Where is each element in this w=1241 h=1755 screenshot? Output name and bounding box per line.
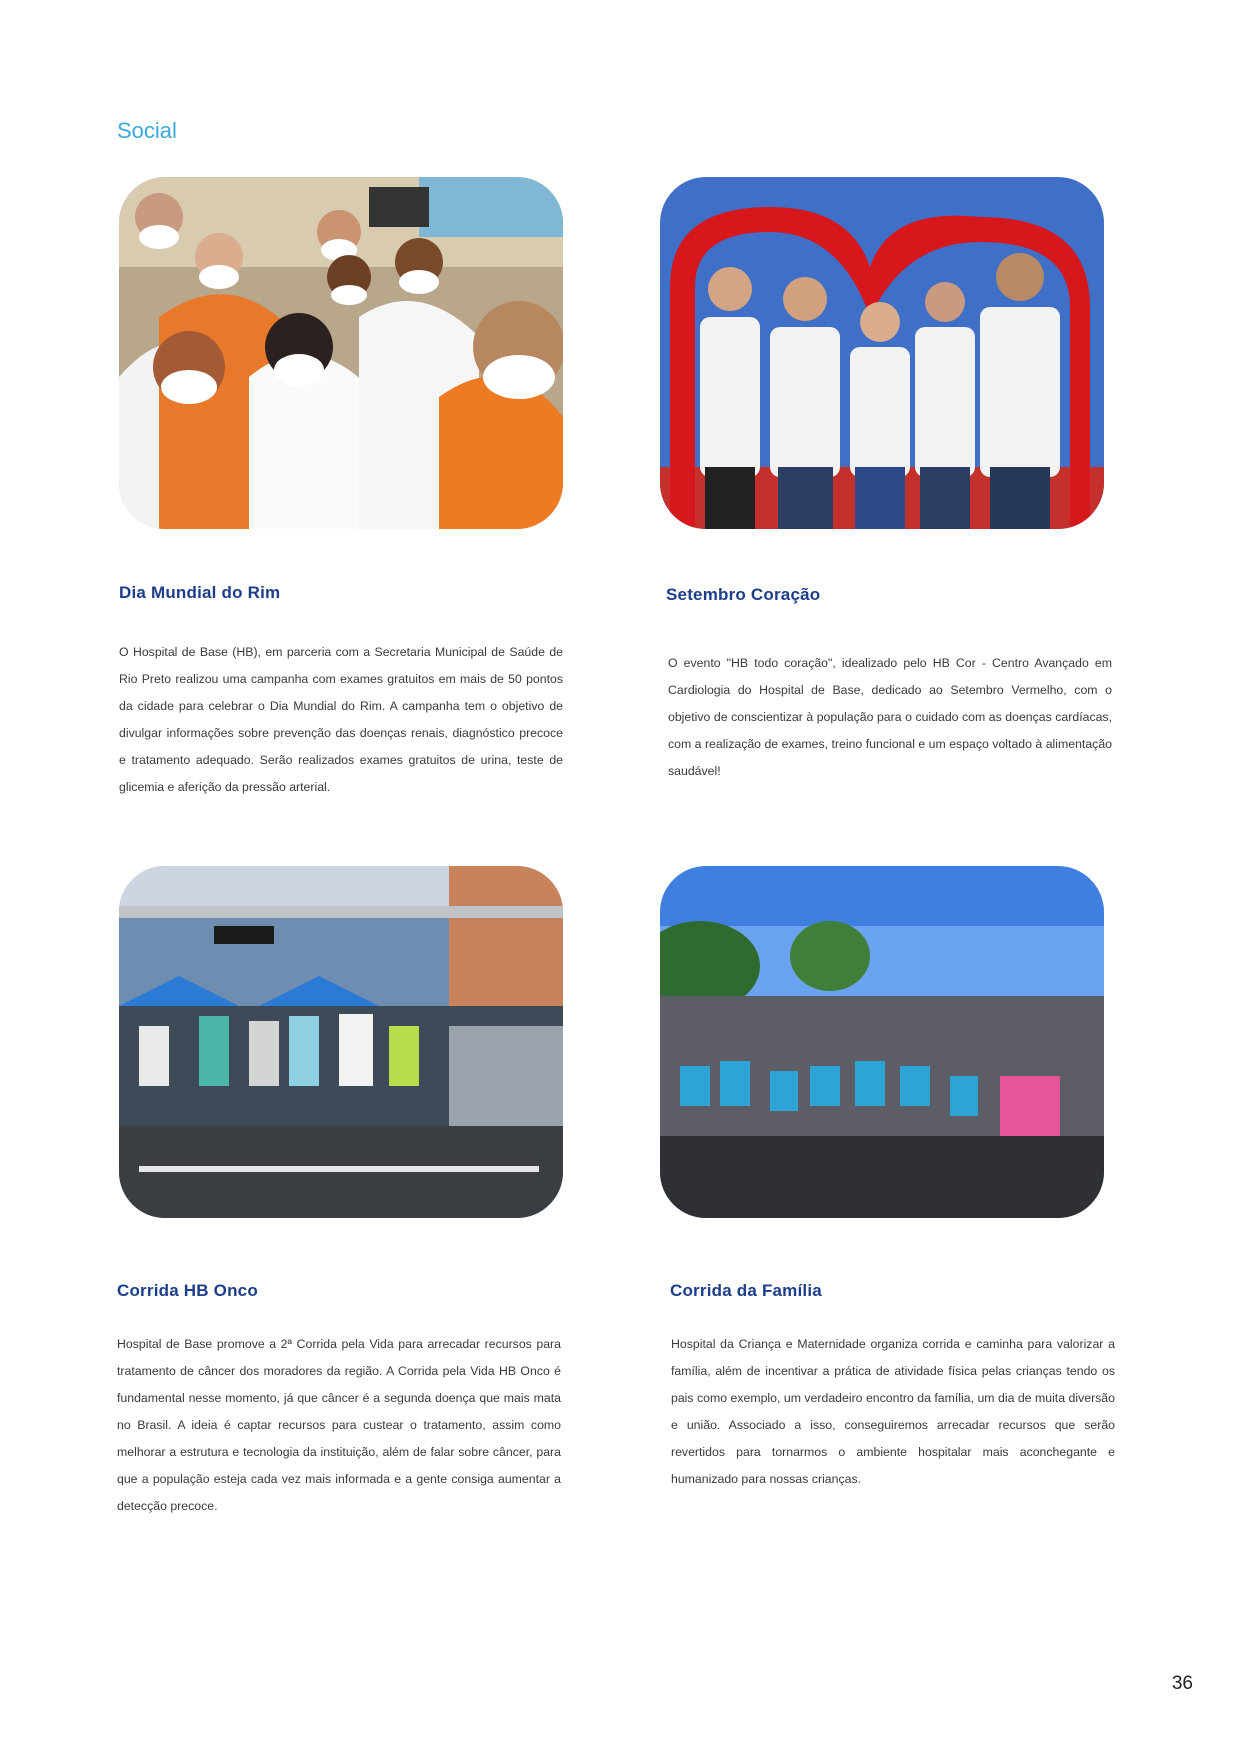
card-title-corrida-da-familia: Corrida da Família bbox=[670, 1281, 822, 1300]
section-title: Social bbox=[117, 118, 177, 143]
card-title-dia-mundial-do-rim: Dia Mundial do Rim bbox=[119, 583, 281, 602]
photo-corrida-da-familia bbox=[660, 866, 1104, 1218]
card-title-corrida-hb-onco: Corrida HB Onco bbox=[117, 1281, 258, 1300]
photo-corrida-hb-onco bbox=[119, 866, 563, 1218]
photo-setembro-coracao bbox=[660, 177, 1104, 529]
page-number: 36 bbox=[1171, 1673, 1193, 1694]
card-title-setembro-coracao: Setembro Coração bbox=[666, 585, 821, 604]
photo-dia-mundial-do-rim bbox=[119, 177, 563, 529]
card-body-corrida-da-familia: Hospital da Criança e Maternidade organiza corrida e caminha para valorizar a família, além de incentivar a prática de atividade física pelas crianças tendo os pais como exemplo, um verdadeiro encontro da família, um dia de muita diversão e união. Associado a isso, conseguiremos arrecadar recursos que serão revertidos para tornarmos o ambiente hospitalar mais aconchegante e humanizado para nossas crianças. bbox=[671, 1337, 1115, 1486]
card-body-dia-mundial-do-rim: O Hospital de Base (HB), em parceria com a Secretaria Municipal de Saúde de Rio Preto realizou uma campanha com exames gratuitos em mais de 50 pontos da cidade para celebrar o Dia Mundial do Rim. A campanha tem o objetivo de divulgar informações sobre prevenção das doenças renais, diagnóstico precoce e tratamento adequado. Serão realizados exames gratuitos de urina, teste de glicemia e aferição da pressão arterial. bbox=[119, 645, 563, 794]
card-body-setembro-coracao: O evento "HB todo coração", idealizado pelo HB Cor - Centro Avançado em Cardiologia do Hospital de Base, dedicado ao Setembro Vermelho, com o objetivo de conscientizar à população para o cuidado com as doenças cardíacas, com a realização de exames, treino funcional e um espaço voltado à alimentação saudável! bbox=[668, 656, 1112, 778]
card-body-corrida-hb-onco: Hospital de Base promove a 2ª Corrida pela Vida para arrecadar recursos para tratamento de câncer dos moradores da região. A Corrida pela Vida HB Onco é fundamental nesse momento, já que câncer é a segunda doença que mais mata no Brasil. A ideia é captar recursos para custear o tratamento, assim como melhorar a estrutura e tecnologia da instituição, além de falar sobre câncer, para que a população esteja cada vez mais informada e a gente consiga aumentar a detecção precoce. bbox=[117, 1337, 561, 1513]
